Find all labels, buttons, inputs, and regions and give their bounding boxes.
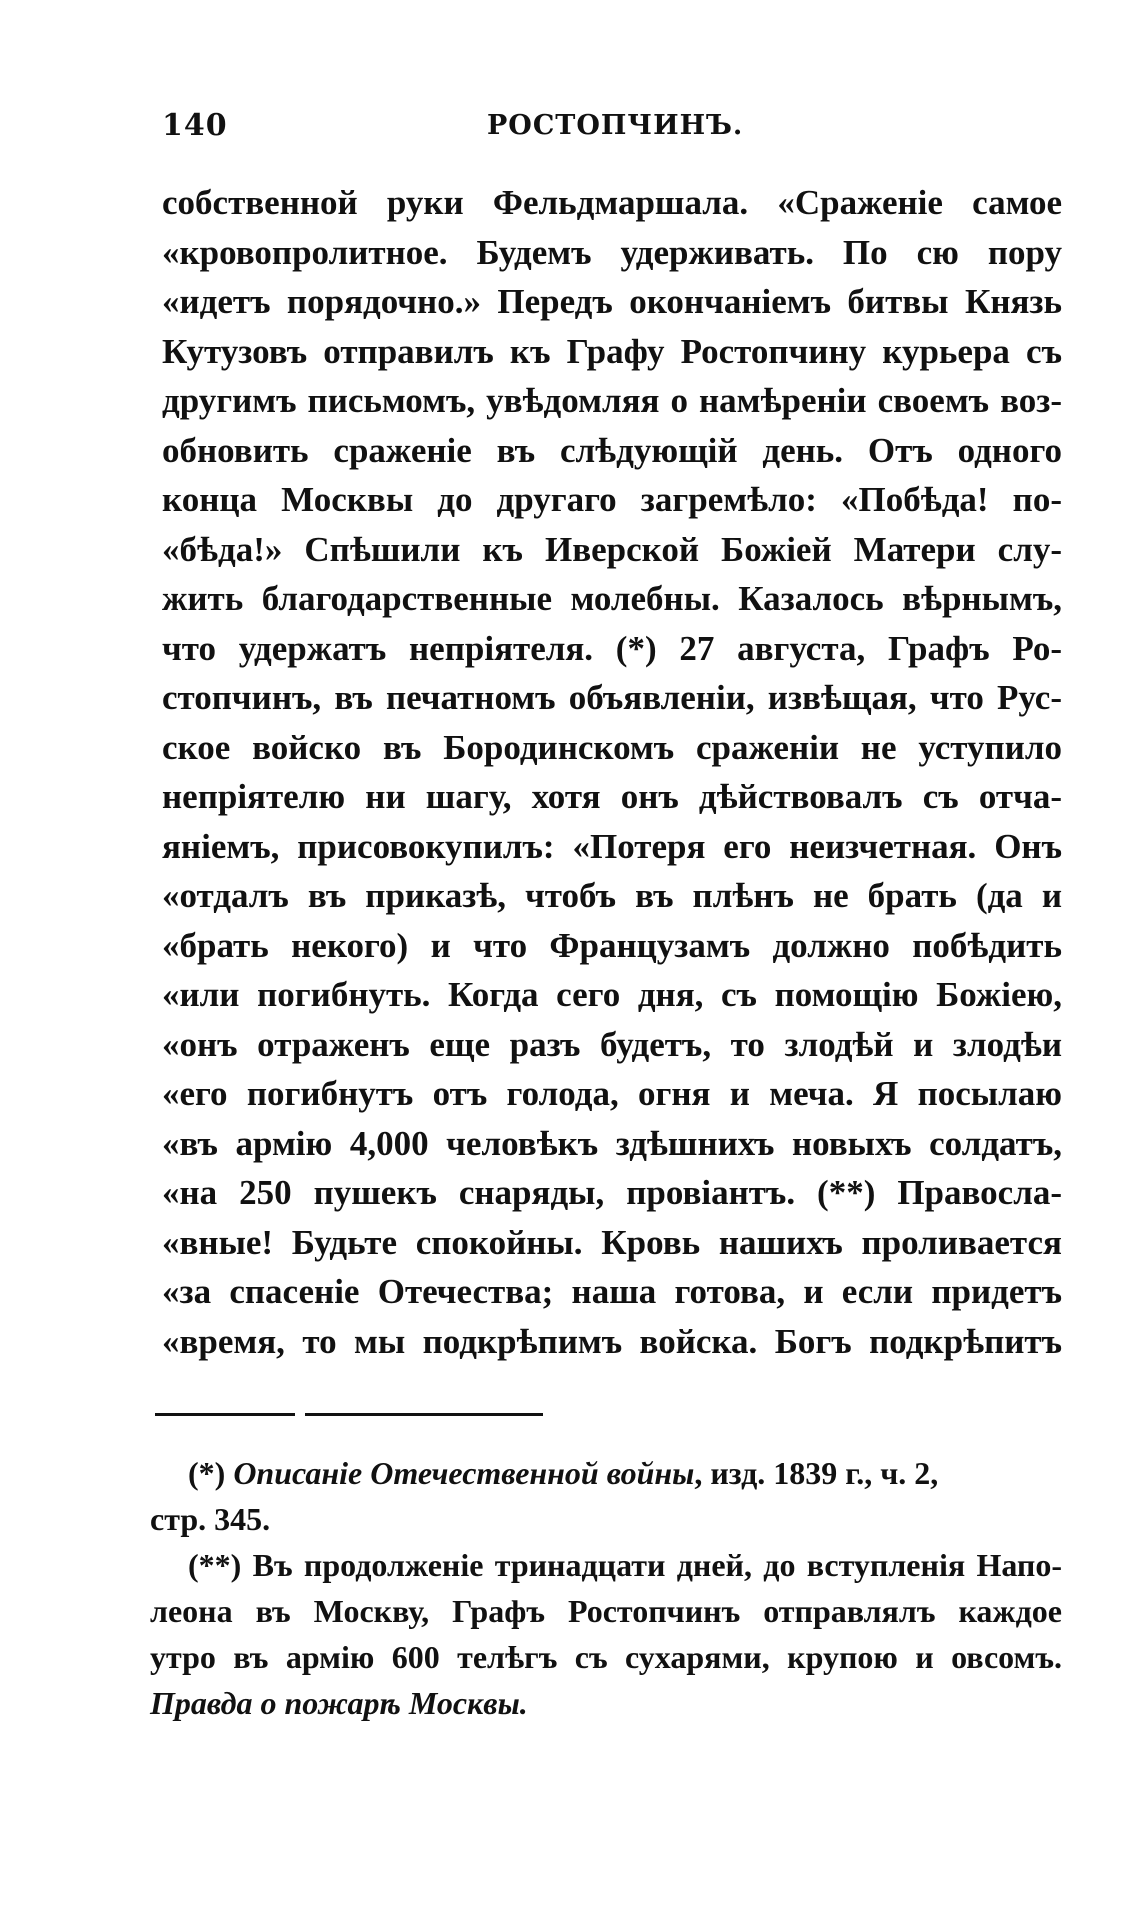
footnote-1 — [150, 1450, 1062, 1496]
text-line: яніемъ, присовокупилъ: «Потеря его неизчетная. Онъ — [162, 826, 1062, 866]
running-title: РОСТОПЧИНЪ. — [487, 110, 744, 141]
footnote-2-line-2: леона въ Москву, Графъ Ростопчинъ отправлялъ каждое — [150, 1593, 1062, 1629]
footnote-2-line-1: (**) Въ продолженіе тринадцати дней, до вступленія Напо- — [188, 1547, 1062, 1583]
footnote-1-mark: (*) — [188, 1455, 226, 1491]
text-line: жить благодарственные молебны. Казалось вѣрнымъ, — [162, 579, 1062, 618]
text-line: непріятелю ни шагу, хотя онъ дѣйствовалъ съ отча- — [162, 777, 1062, 816]
footnote-1-line-2: стр. 345. — [150, 1501, 271, 1537]
text-line: «брать некого) и что Французамъ должно побѣдить — [162, 925, 1062, 965]
text-line: другимъ письмомъ, увѣдомляя о намѣреніи своемъ воз- — [162, 381, 1062, 420]
text-line: «вные! Будьте спокойны. Кровь нашихъ проливается — [162, 1222, 1062, 1262]
footnote-2-source: Правда о пожарѣ Москвы. — [150, 1685, 528, 1721]
text-line: «кровопролитное. Будемъ удерживать. По сю пору — [162, 232, 1062, 272]
text-line: «онъ отраженъ еще разъ будетъ, то злодѣй и злодѣи — [162, 1024, 1062, 1064]
text-line: «на 250 пушекъ снаряды, провіантъ. (**) Правосла- — [162, 1173, 1062, 1212]
text-line: «за спасеніе Отечества; наша готова, и если придетъ — [162, 1272, 1062, 1311]
footnote-1-title: Описаніе Отечественной войны — [233, 1455, 695, 1491]
footnote-2-line-3: утро въ армію 600 телѣгъ съ сухарями, крупою и овсомъ. — [150, 1639, 1062, 1675]
page-header — [162, 108, 1062, 148]
footnotes — [150, 1450, 1062, 1726]
text-line: ское войско въ Бородинскомъ сраженіи не уступило — [162, 727, 1062, 767]
text-line: «идетъ порядочно.» Передъ окончаніемъ битвы Князь — [162, 282, 1062, 321]
text-line: «его погибнутъ отъ голода, огня и меча. Я посылаю — [162, 1074, 1062, 1113]
page-number: 140 — [162, 108, 228, 143]
text-line: что удержатъ непріятеля. (*) 27 августа, Графъ Ро- — [162, 628, 1062, 668]
text-line: конца Москвы до другаго загремѣло: «Побѣда! по- — [162, 480, 1062, 519]
text-line: Кутузовъ отправилъ къ Графу Ростопчину курьера съ — [162, 331, 1062, 371]
text-line: «отдалъ въ приказѣ, чтобъ въ плѣнъ не брать (да и — [162, 876, 1062, 915]
footnote-divider-right — [305, 1413, 543, 1416]
footnote-1-rest: , изд. 1839 г., ч. 2, — [694, 1455, 939, 1491]
text-line: собственной руки Фельдмаршала. «Сраженіе самое — [162, 183, 1062, 222]
text-line: обновить сраженіе въ слѣдующій день. Отъ одного — [162, 430, 1062, 470]
text-line: стопчинъ, въ печатномъ объявленіи, извѣщая, что Рус- — [162, 678, 1062, 717]
text-line: «или погибнуть. Когда сего дня, съ помощію Божіею, — [162, 975, 1062, 1014]
footnote-divider-left — [155, 1413, 295, 1416]
body-text — [162, 178, 1062, 1366]
text-line: «бѣда!» Спѣшили къ Иверской Божіей Матери слу- — [162, 529, 1062, 569]
text-line: «время, то мы подкрѣпимъ войска. Богъ подкрѣпитъ — [162, 1321, 1062, 1361]
text-line: «въ армію 4,000 человѣкъ здѣшнихъ новыхъ солдатъ, — [162, 1123, 1062, 1163]
